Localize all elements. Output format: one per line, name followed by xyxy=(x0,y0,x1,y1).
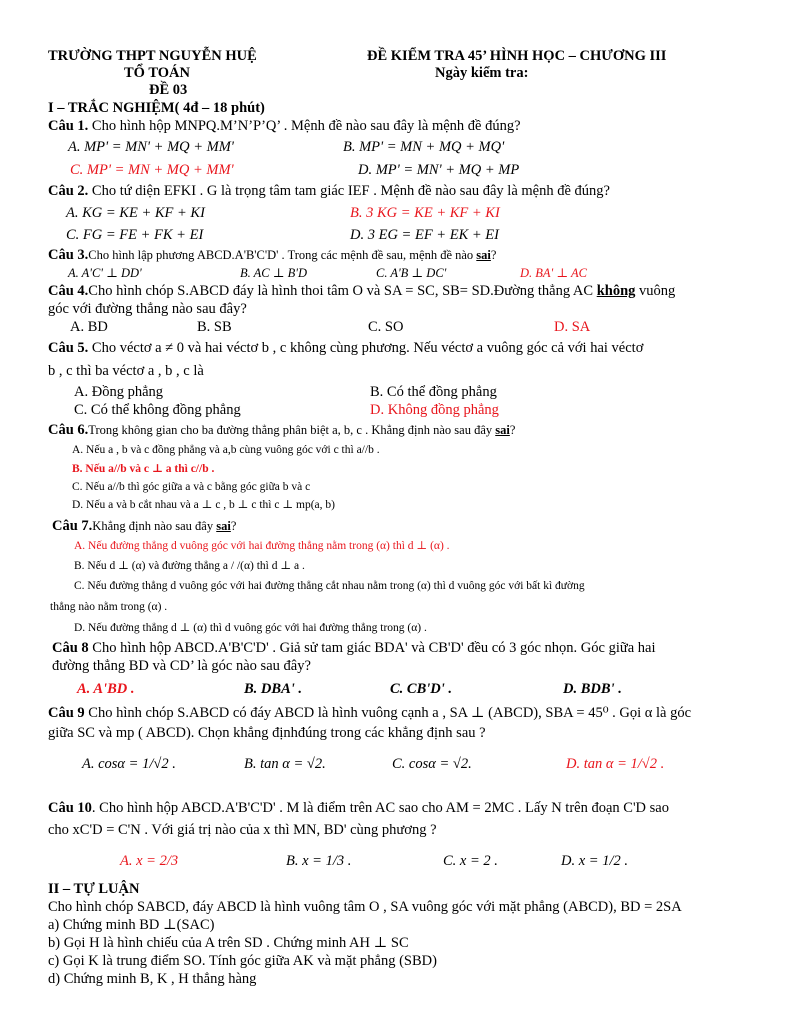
question-number: Câu 7. xyxy=(52,518,93,534)
q6-option-a: A. Nếu a , b và c đồng phẳng và a,b cùng vuông góc với c thì a//b . xyxy=(72,444,380,456)
q4-option-a: A. BD xyxy=(70,319,108,335)
part2-title: II – TỰ LUẬN xyxy=(48,881,140,897)
q8-option-b: B. DBA' . xyxy=(244,681,303,697)
q2-option-a: A. KG = KE + KF + KI xyxy=(66,205,205,221)
question-8-line-2: đường thẳng BD và CD’ là góc nào sau đây? xyxy=(52,658,311,674)
question-text-cont: vuông xyxy=(635,283,676,299)
question-4-line-2: góc với đường thẳng nào sau đây? xyxy=(48,301,247,317)
q7-option-a: A. Nếu đường thẳng d vuông góc với hai đường thẳng nằm trong (α) thì d ⊥ (α) . xyxy=(74,540,450,552)
question-end: ? xyxy=(230,519,237,533)
question-5-line-2: b , c thì ba véctơ a , b , c là xyxy=(48,363,204,379)
keyword-khong: không xyxy=(596,283,636,299)
part2-item-d: d) Chứng minh B, K , H thẳng hàng xyxy=(48,971,257,987)
question-number: Câu 8 xyxy=(52,640,89,656)
question-text: Cho hình chóp S.ABCD có đáy ABCD là hình vuông cạnh a , SA ⊥ (ABCD), SBA = 45⁰ . Gọi α là góc xyxy=(84,705,692,721)
q3-option-a: A. A'C' ⊥ DD' xyxy=(68,266,142,280)
q9-option-d: D. tan α = 1/√2 . xyxy=(566,756,665,772)
q10-option-d: D. x = 1/2 . xyxy=(561,853,628,869)
question-text: . Cho hình hộp ABCD.A'B'C'D' . M là điểm trên AC sao cho AM = 2MC . Lấy N trên đoạn C'D sao xyxy=(91,800,669,816)
question-10 xyxy=(48,800,669,817)
question-text: Cho hình hộp MNPQ.M’N’P’Q’ . Mệnh đề nào sau đây là mệnh đề đúng? xyxy=(88,118,521,134)
question-4 xyxy=(48,283,675,300)
q10-option-b: B. x = 1/3 . xyxy=(286,853,352,869)
question-number: Câu 5. xyxy=(48,340,89,356)
q6-option-b xyxy=(72,461,214,478)
question-text: Khẳng định nào sau đây xyxy=(92,519,217,533)
q2-option-c: C. FG = FE + FK + EI xyxy=(66,227,204,243)
question-end: ? xyxy=(509,423,516,437)
q9-option-c: C. cosα = √2. xyxy=(392,756,472,772)
question-number: Câu 6. xyxy=(48,422,89,438)
question-text: Trong không gian cho ba đường thẳng phân biệt a, b, c . Khẳng định nào sau đây xyxy=(88,423,496,437)
q9-option-a: A. cosα = 1/√2 . xyxy=(82,756,176,772)
q1-option-d: D. MP' = MN' + MQ + MP xyxy=(358,162,520,178)
q3-option-b: B. AC ⊥ B'D xyxy=(240,266,307,280)
q7-option-d: D. Nếu đường thẳng d ⊥ (α) thì d vuông góc với hai đường thẳng trong (α) . xyxy=(74,622,427,634)
q7-option-b: B. Nếu d ⊥ (α) và đường thẳng a / /(α) thì d ⊥ a . xyxy=(74,560,305,572)
question-number: Câu 10 xyxy=(48,800,92,816)
question-end: ? xyxy=(490,248,497,262)
question-9 xyxy=(48,705,691,722)
q3-option-c: C. A'B ⊥ DC' xyxy=(376,266,447,280)
q6-option-b-text: B. Nếu a//b và c ⊥ a thì c//b . xyxy=(72,463,215,475)
q8-option-d: D. BDB' . xyxy=(563,681,622,697)
question-10-line-2: cho xC'D = C'N . Với giá trị nào của x thì MN, BD' cùng phương ? xyxy=(48,822,437,838)
q1-option-a: A. MP' = MN' + MQ + MM' xyxy=(68,139,234,155)
q5-option-c: C. Có thể không đồng phẳng xyxy=(74,402,241,418)
question-text: Cho hình hộp ABCD.A'B'C'D' . Giả sử tam giác BDA' và CB'D' đều có 3 góc nhọn. Góc giữa hai xyxy=(88,640,656,656)
question-6 xyxy=(48,422,515,439)
part2-item-b: b) Gọi H là hình chiếu của A trên SD . Chứng minh AH ⊥ SC xyxy=(48,935,409,951)
keyword-sai: sai xyxy=(476,248,491,262)
q10-option-a: A. x = 2/3 xyxy=(120,853,179,869)
q9-option-b: B. tan α = √2. xyxy=(244,756,326,772)
q5-option-d: D. Không đồng phẳng xyxy=(370,402,499,418)
question-text: Cho tứ diện EFKI . G là trọng tâm tam giác IEF . Mệnh đề nào sau đây là mệnh đề đúng? xyxy=(88,183,610,199)
q6-option-d: D. Nếu a và b cắt nhau và a ⊥ c , b ⊥ c thì c ⊥ mp(a, b) xyxy=(72,499,335,511)
exam-code: ĐỀ 03 xyxy=(149,82,188,98)
keyword-sai: sai xyxy=(216,519,231,533)
q4-option-b: B. SB xyxy=(197,319,232,335)
exam-date-label: Ngày kiểm tra: xyxy=(435,65,529,81)
question-5 xyxy=(48,340,643,357)
question-text: Cho véctơ a ≠ 0 và hai véctơ b , c không cùng phương. Nếu véctơ a vuông góc cả với hai véctơ xyxy=(88,340,644,356)
question-text: Cho hình lập phương ABCD.A'B'C'D' . Trong các mệnh đề sau, mệnh đề nào xyxy=(88,248,477,262)
keyword-sai: sai xyxy=(495,423,510,437)
part1-title: I – TRẮC NGHIỆM( 4đ – 18 phút) xyxy=(48,100,265,116)
school-name: TRƯỜNG THPT NGUYỄN HUỆ xyxy=(48,48,257,64)
question-1 xyxy=(48,118,521,135)
q8-option-a: A. A'BD . xyxy=(77,681,135,697)
q2-option-d: D. 3 EG = EF + EK + EI xyxy=(350,227,499,243)
question-text: Cho hình chóp S.ABCD đáy là hình thoi tâm O và SA = SC, SB= SD.Đường thẳng AC xyxy=(88,283,597,299)
exam-title: ĐỀ KIỂM TRA 45’ HÌNH HỌC – CHƯƠNG III xyxy=(367,48,667,64)
q5-option-a: A. Đồng phẳng xyxy=(74,384,164,400)
q2-option-b: B. 3 KG = KE + KF + KI xyxy=(350,205,500,221)
department: TỔ TOÁN xyxy=(124,65,190,81)
question-number: Câu 9 xyxy=(48,705,85,721)
q5-option-b: B. Có thể đồng phẳng xyxy=(370,384,497,400)
question-8 xyxy=(52,640,656,657)
question-number: Câu 2. xyxy=(48,183,89,199)
q1-option-c: C. MP' = MN + MQ + MM' xyxy=(70,162,234,178)
question-2 xyxy=(48,183,610,200)
q8-option-c: C. CB'D' . xyxy=(390,681,453,697)
question-7 xyxy=(52,518,236,535)
part2-item-a: a) Chứng minh BD ⊥(SAC) xyxy=(48,917,215,933)
q7-option-c-line-2: thẳng nào nằm trong (α) . xyxy=(50,601,168,613)
q4-option-d: D. SA xyxy=(554,319,591,335)
q7-option-c: C. Nếu đường thẳng d vuông góc với hai đường thẳng cắt nhau nằm trong (α) thì d vuông góc với bất kì đường xyxy=(74,580,585,592)
question-number: Câu 1. xyxy=(48,118,89,134)
part2-intro: Cho hình chóp SABCD, đáy ABCD là hình vuông tâm O , SA vuông góc với mặt phẳng (ABCD), BD = 2SA xyxy=(48,899,682,915)
part2-item-c: c) Gọi K là trung điểm SO. Tính góc giữa AK và mặt phẳng (SBD) xyxy=(48,953,437,969)
q1-option-b: B. MP' = MN + MQ + MQ' xyxy=(343,139,505,155)
question-number: Câu 4. xyxy=(48,283,89,299)
question-number: Câu 3. xyxy=(48,247,89,263)
q4-option-c: C. SO xyxy=(368,319,404,335)
question-3 xyxy=(48,247,496,264)
q6-option-c: C. Nếu a//b thì góc giữa a và c bằng góc giữa b và c xyxy=(72,481,311,493)
q10-option-c: C. x = 2 . xyxy=(443,853,498,869)
question-9-line-2: giữa SC và mp ( ABCD). Chọn khẳng địnhđúng trong các khẳng định sau ? xyxy=(48,725,486,741)
q3-option-d: D. BA' ⊥ AC xyxy=(520,266,587,280)
